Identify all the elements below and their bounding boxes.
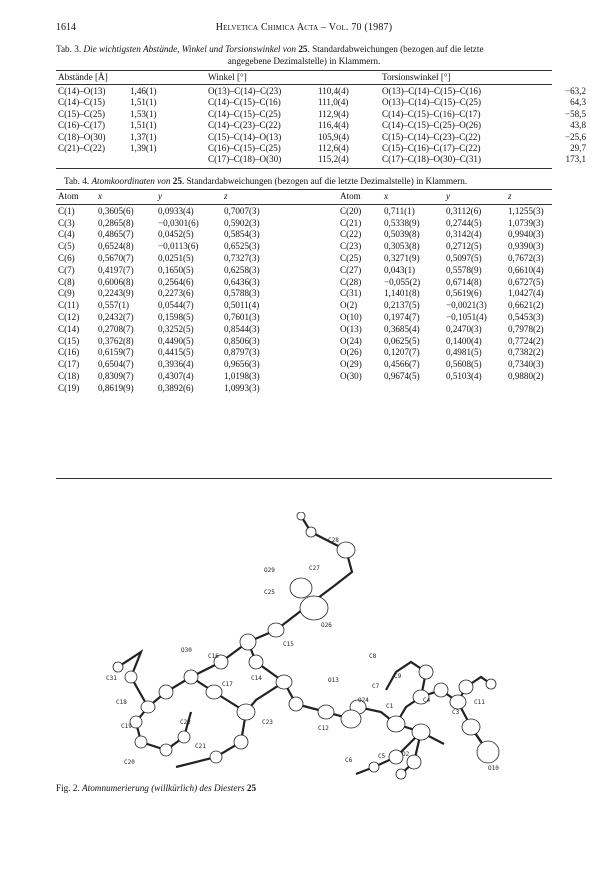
table4-cell: 0,6727(5) (508, 276, 544, 287)
table4-cell: 0,1650(5) (158, 264, 194, 275)
table4-cell: 0,5103(4) (446, 370, 482, 381)
table4-row (58, 218, 552, 230)
table3-cell-tv: −25,6 (564, 131, 586, 142)
label-C28: C28 (328, 537, 339, 544)
label-C18: C18 (116, 699, 127, 706)
atom-labels (106, 537, 499, 772)
label-C21: C21 (195, 743, 206, 750)
label-C31: C31 (106, 675, 117, 682)
table4-cell: C(22) (340, 229, 362, 240)
table4-header-0: Atom (58, 191, 79, 201)
table4-cell: 0,5670(7) (98, 252, 134, 263)
table4-cell: 0,2243(9) (98, 288, 134, 299)
table3-row (58, 109, 586, 120)
table3-cell-t: C(14)–C(15)–C(25)–O(26) (382, 120, 482, 131)
table4-cell (340, 383, 384, 395)
table4-cell: O(29) (340, 359, 362, 370)
table4-cell: −0,0021(3) (446, 300, 487, 311)
table4-cell: 0,9940(3) (508, 229, 544, 240)
table4-top-rule (56, 189, 552, 190)
table3-bottom-rule (56, 168, 552, 169)
table4-cell: 0,2273(6) (158, 288, 194, 299)
label-C23: C23 (262, 719, 273, 726)
label-C15: C15 (283, 641, 294, 648)
table3-caption-line2: angegebene Dezimalstelle) in Klammern. (227, 56, 381, 66)
table3-cell-d: C(14)–O(13) (58, 86, 106, 96)
table4-row (58, 383, 552, 395)
table3-row (58, 97, 586, 108)
table4-cell: 0,3936(4) (158, 359, 194, 370)
table4-cell: 0,7382(2) (508, 347, 544, 358)
table4-cell: 0,2865(8) (98, 217, 134, 228)
table4-cell: 0,5619(6) (446, 288, 482, 299)
figure-compound: 25 (246, 783, 257, 793)
table4-cell: C(9) (58, 288, 75, 299)
table3-cell-d (58, 154, 130, 165)
table4-header-4: Atom (340, 191, 361, 201)
table4-cell: C(25) (340, 252, 362, 263)
label-C12: C12 (318, 725, 329, 732)
figure-label: Fig. 2. (56, 783, 80, 793)
table4-cell: O(30) (340, 370, 362, 381)
table3-row (58, 154, 586, 165)
label-C6: C6 (345, 757, 353, 764)
label-C27: C27 (309, 565, 320, 572)
table4-cell: 0,5011(4) (224, 300, 260, 311)
table4-cell: C(3) (58, 217, 75, 228)
table4-cell: O(24) (340, 335, 362, 346)
table4-cell: 0,2432(7) (98, 311, 134, 322)
table4-cell: 0,6006(8) (98, 276, 134, 287)
table4-row (58, 336, 552, 348)
table4-cell: 0,9674(5) (384, 370, 420, 381)
table4-cell: 0,9390(3) (508, 241, 544, 252)
table4-cell: 0,6524(8) (98, 241, 134, 252)
label-C8: C8 (369, 653, 377, 660)
table4-cell: 0,2744(5) (446, 217, 482, 228)
table3-cell-d: C(18)–O(30) (58, 131, 106, 142)
table4-cell: 0,3605(6) (98, 205, 134, 216)
table4-cell: −0,055(2) (384, 276, 421, 287)
table4-cell: −0,0113(6) (158, 241, 199, 252)
table4-cell: C(1) (58, 205, 75, 216)
table3-cell-tv: 64,3 (570, 97, 586, 108)
table3-cell-t: C(17)–C(18)–O(30)–C(31) (382, 154, 482, 165)
table4-cell: 0,5097(5) (446, 252, 482, 263)
table4-row (58, 312, 552, 324)
table4-cell: 0,0933(4) (158, 205, 194, 216)
table3-cell-a: C(14)–C(15)–C(25) (208, 108, 281, 119)
table4-cell: 1,0198(3) (224, 370, 260, 381)
table3-cell-a: C(15)–C(14)–O(13) (208, 131, 282, 142)
table4-cell: 0,9656(3) (224, 359, 260, 370)
table4-cell: 0,6436(3) (224, 276, 260, 287)
table4-cell: 0,8544(3) (224, 323, 260, 334)
table4-cell: 0,5788(3) (224, 288, 260, 299)
table3-row (58, 120, 586, 131)
table4-cell: 0,2564(6) (158, 276, 194, 287)
table3-cell-tv: 173,1 (565, 154, 586, 165)
table4-cell: C(17) (58, 359, 80, 370)
table4-cell: C(27) (340, 264, 362, 275)
table4-cell: 0,6525(3) (224, 241, 260, 252)
table4-row (58, 265, 552, 277)
table4-cell: 0,5902(3) (224, 217, 260, 228)
label-C7: C7 (372, 683, 380, 690)
label-C19: C19 (121, 723, 132, 730)
table3-cell-tv: 29,7 (570, 143, 586, 154)
table3-cell-a: C(16)–C(15)–C(25) (208, 143, 281, 154)
table4-cell: C(7) (58, 264, 75, 275)
label-C20: C20 (124, 759, 135, 766)
table3-cell-av: 110,4(4) (318, 86, 349, 96)
table4-cell: 0,043(1) (384, 264, 416, 275)
table4-cell: −0,0301(6) (158, 217, 199, 228)
table4-cell: 0,8797(3) (224, 347, 260, 358)
table4-cell: 0,5453(3) (508, 311, 544, 322)
table4-cell: 0,3252(5) (158, 323, 194, 334)
table3-cell-a: C(14)–C(23)–C(22) (208, 120, 281, 131)
table4-cell: C(28) (340, 276, 362, 287)
table3-cell-tv: −58,5 (564, 108, 586, 119)
table3-col-dist: Abstände [Å] (58, 72, 108, 82)
table4-cell: 0,3112(6) (446, 205, 482, 216)
label-O26: O26 (321, 622, 332, 629)
table4-cell: 0,2137(5) (384, 300, 420, 311)
label-C11: C11 (474, 699, 485, 706)
table4-cell: O(13) (340, 323, 362, 334)
table3-cell-dv: 1,51(1) (130, 120, 157, 131)
table3-row (58, 132, 586, 143)
table4-cell: 0,4981(5) (446, 347, 482, 358)
table4-row (58, 241, 552, 253)
table4-row (58, 253, 552, 265)
table4-cell: 1,0739(3) (508, 217, 544, 228)
label-C25: C25 (264, 589, 275, 596)
table4-cell: 0,0452(5) (158, 229, 194, 240)
table3-cell-dv (130, 154, 208, 165)
table4-cell: C(31) (340, 288, 362, 299)
label-C4: C4 (423, 697, 431, 704)
table3-cell-av: 116,4(4) (318, 120, 349, 131)
label-C17: C17 (222, 681, 233, 688)
table4-cell: 0,6610(4) (508, 264, 544, 275)
table4-cell: C(20) (340, 205, 362, 216)
table4-cell: C(19) (58, 382, 80, 393)
table3-cell-tv: −63,2 (564, 86, 586, 96)
table4-label: Tab. 4. (64, 176, 90, 186)
table4-row (58, 203, 552, 218)
table4-cell: 0,6714(8) (446, 276, 482, 287)
table4-cell: 0,7340(3) (508, 359, 544, 370)
atom-ellipsoids (113, 512, 499, 779)
table4-cell: 0,4415(5) (158, 347, 194, 358)
table3-caption-rest: . Standardabweichungen (bezogen auf die letzte (307, 44, 484, 54)
table3-top-rule (56, 70, 552, 71)
table4-header-3: z (224, 191, 228, 201)
table4-cell: C(4) (58, 229, 75, 240)
table3-cell-tv: 43,8 (570, 120, 586, 131)
table4-cell: 0,5608(5) (446, 359, 482, 370)
table4-cell: 0,7978(2) (508, 323, 544, 334)
table4-row (58, 324, 552, 336)
table4-cell: C(11) (58, 300, 79, 311)
table4-cell: 0,4865(7) (98, 229, 134, 240)
table3-cell-d: C(21)–C(22) (58, 143, 105, 154)
table4-row (58, 371, 552, 383)
table3-cell-av: 112,9(4) (318, 108, 349, 119)
table4-cell: 0,6258(3) (224, 264, 260, 275)
table4-cell: 0,3762(8) (98, 335, 134, 346)
table3-cell-dv: 1,39(1) (130, 143, 157, 154)
table4-cell: C(18) (58, 370, 80, 381)
label-C16: C16 (208, 653, 219, 660)
label-C1: C1 (386, 703, 394, 710)
table4-cell: 0,1598(5) (158, 311, 194, 322)
table3-caption-italic: Die wichtigsten Abstände, Winkel und Torsionswinkel von (83, 44, 297, 54)
journal-title: Helvetica Chimica Acta – Vol. 70 (1987) (215, 22, 393, 33)
table4-cell: 0,0544(7) (158, 300, 194, 311)
table3-col-angle: Winkel [°] (208, 72, 247, 82)
table4-cell: 0,7724(2) (508, 335, 544, 346)
label-O29: O29 (264, 567, 275, 574)
table3 (58, 86, 586, 166)
table4-cell: 0,5578(9) (446, 264, 482, 275)
table4-cell: 0,5338(9) (384, 217, 420, 228)
table3-row (58, 143, 586, 154)
table4-cell: 0,4490(5) (158, 335, 194, 346)
table4-cell: 1,0427(4) (508, 288, 544, 299)
table3-header-rule (56, 84, 552, 85)
table3-cell-dv: 1,46(1) (130, 86, 157, 96)
table4-cell: 0,1207(7) (384, 347, 420, 358)
table4-cell: 0,2708(7) (98, 323, 134, 334)
table4-cell: 0,3685(4) (384, 323, 420, 334)
table3-cell-av: 115,2(4) (318, 154, 349, 165)
table4-caption-rest: . Standardabweichungen (bezogen auf die letzte Dezimalstelle) in Klammern. (181, 176, 468, 186)
table3-col-tors: Torsionswinkel [°] (382, 72, 451, 82)
table4-cell: 0,7672(3) (508, 252, 544, 263)
label-O30: O30 (181, 647, 192, 654)
page-number: 1614 (56, 22, 76, 33)
label-C5: C5 (378, 753, 386, 760)
table4-cell: C(23) (340, 241, 362, 252)
table3-cell-dv: 1,53(1) (130, 108, 157, 119)
table3-cell-t: O(13)–C(14)–C(15)–C(25) (382, 97, 482, 108)
table4-header-1: x (98, 191, 103, 201)
table4-cell: 0,3053(8) (384, 241, 420, 252)
table4-compound: 25 (172, 176, 182, 186)
table4-cell: 0,557(1) (98, 300, 130, 311)
figure-caption (56, 783, 256, 793)
table4-row (58, 288, 552, 300)
table4-cell: 0,3892(6) (158, 382, 194, 393)
table4-cell: 0,7007(3) (224, 205, 260, 216)
label-O10: O10 (488, 765, 499, 772)
table4-cell: 0,3142(4) (446, 229, 482, 240)
table4-cell: 1,1255(3) (508, 205, 544, 216)
label-C22: C22 (180, 719, 191, 726)
table4-cell: 0,0625(5) (384, 335, 420, 346)
table4-header-2: y (158, 191, 163, 201)
table4-cell: O(10) (340, 311, 362, 322)
table4-cell: 1,0993(3) (224, 382, 260, 393)
table4-cell: 0,8619(9) (98, 382, 134, 393)
table4-cell: 0,3271(9) (384, 252, 420, 263)
table4-cell: 0,4197(7) (98, 264, 134, 275)
figure-caption-italic: Atomnumerierung (willkürlich) des Diesters (82, 783, 245, 793)
table4-cell: C(14) (58, 323, 80, 334)
table4-cell: 0,1974(7) (384, 311, 420, 322)
label-O13: O13 (328, 677, 339, 684)
table4-cell: 0,1400(4) (446, 335, 482, 346)
table4-cell: C(12) (58, 311, 80, 322)
table4-row (58, 359, 552, 371)
table4-cell: 0,8506(3) (224, 335, 260, 346)
table4-cell: C(8) (58, 276, 75, 287)
table4-cell (508, 383, 552, 395)
table4-cell: 0,7601(3) (224, 311, 260, 322)
table3-cell-d: C(16)–C(17) (58, 120, 105, 131)
table4-row (58, 229, 552, 241)
table4-cell: 0,4566(7) (384, 359, 420, 370)
table3-compound: 25 (298, 44, 308, 54)
table4-cell: 0,2712(5) (446, 241, 482, 252)
table3-cell-d: C(15)–C(25) (58, 108, 105, 119)
table3-cell-av: 112,6(4) (318, 143, 349, 154)
table4-cell: 0,0251(5) (158, 252, 194, 263)
table4-cell: 0,4307(4) (158, 370, 194, 381)
table4-cell: C(21) (340, 217, 362, 228)
table3-cell-t: O(13)–C(14)–C(15)–C(16) (382, 86, 482, 96)
table4-row (58, 347, 552, 359)
table4-row (58, 277, 552, 289)
table3-cell-dv: 1,37(1) (130, 131, 157, 142)
table3-cell-d: C(14)–C(15) (58, 97, 105, 108)
table3-cell-t: C(15)–C(16)–C(17)–C(22) (382, 143, 481, 154)
table3-cell-t: C(14)–C(15)–C(16)–C(17) (382, 108, 481, 119)
table4-header-5: x (384, 191, 389, 201)
label-C14: C14 (251, 675, 262, 682)
table4-cell: 0,6621(2) (508, 300, 544, 311)
table3-cell-a: C(17)–C(18)–O(30) (208, 154, 282, 165)
table4-header-6: y (446, 191, 451, 201)
table4-cell (446, 383, 508, 395)
table4-cell: C(5) (58, 241, 75, 252)
table4-cell: O(2) (340, 300, 358, 311)
table4-header-7: z (508, 191, 512, 201)
table3-label: Tab. 3. (56, 44, 82, 54)
table3-cell-a: O(13)–C(14)–C(23) (208, 86, 282, 96)
table4-cell: 0,2470(3) (446, 323, 482, 334)
table3-cell-a: C(14)–C(15)–C(16) (208, 97, 281, 108)
table4-row (58, 300, 552, 312)
table3-cell-av: 111,0(4) (318, 97, 349, 108)
table4-caption (64, 176, 554, 187)
table4-cell (384, 383, 446, 395)
table3-caption (56, 44, 552, 55)
table4 (58, 191, 552, 395)
table4-cell: 0,5854(3) (224, 229, 260, 240)
table4-cell: C(6) (58, 252, 75, 263)
table4-cell: 0,7327(3) (224, 252, 260, 263)
table4-cell: 0,6504(7) (98, 359, 134, 370)
table3-row (58, 86, 586, 97)
table4-cell: 0,6159(7) (98, 347, 134, 358)
ortep-structure-figure (96, 512, 506, 782)
table4-cell: 1,1401(8) (384, 288, 420, 299)
table3-cell-av: 105,9(4) (318, 131, 350, 142)
label-O24: O24 (358, 697, 369, 704)
label-C3: C3 (452, 709, 460, 716)
table4-cell: −0,1051(4) (446, 311, 487, 322)
bond-lines (118, 516, 491, 774)
table4-bottom-rule (56, 478, 552, 479)
table4-caption-italic: Atomkoordinaten von (91, 176, 171, 186)
table4-cell: C(16) (58, 347, 80, 358)
table4-cell: O(26) (340, 347, 362, 358)
label-O2: O2 (402, 751, 410, 758)
table4-cell: 0,9880(2) (508, 370, 544, 381)
label-C9: C9 (394, 673, 402, 680)
table4-cell: 0,5039(8) (384, 229, 420, 240)
table4-cell: 0,8309(7) (98, 370, 134, 381)
table4-header-rule (56, 204, 552, 205)
table3-cell-dv: 1,51(1) (130, 97, 157, 108)
table4-cell: C(15) (58, 335, 80, 346)
table3-cell-t: C(15)–C(14)–C(23)–C(22) (382, 131, 481, 142)
table4-cell: 0,711(1) (384, 205, 415, 216)
